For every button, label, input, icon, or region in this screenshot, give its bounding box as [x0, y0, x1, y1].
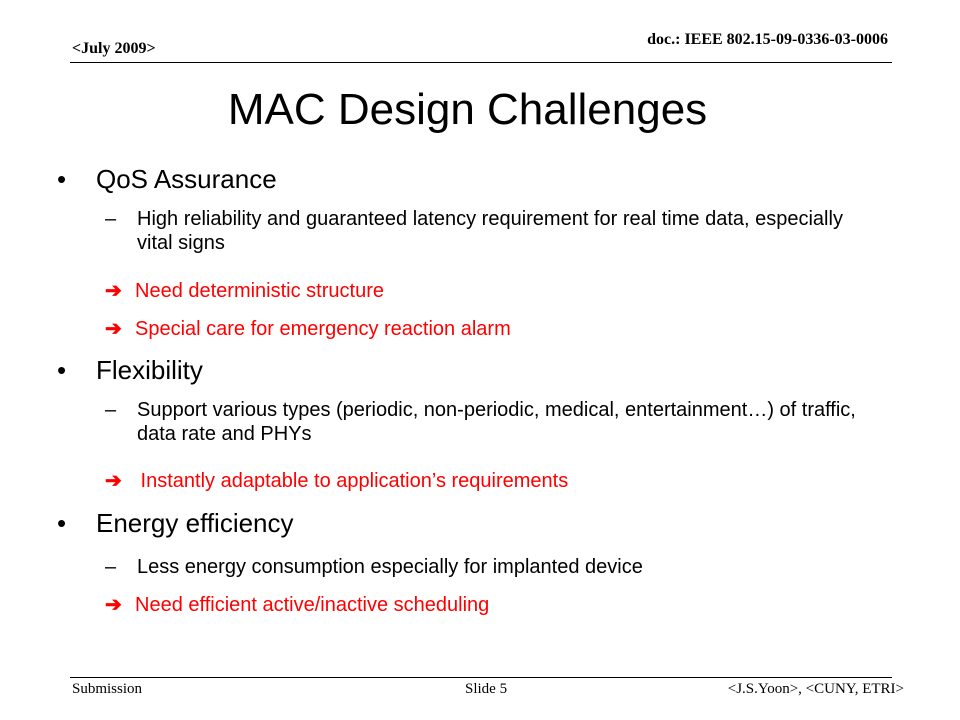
bullet-dot: • [57, 355, 67, 385]
bullet-heading: Energy efficiency [96, 508, 294, 538]
arrow-right-icon: ➔ [105, 470, 122, 492]
sub-bullet-energy-detail [105, 555, 877, 579]
header-doc-id: doc.: IEEE 802.15-09-0336-03-0006 [647, 31, 888, 48]
arrow-point-text: Need deterministic structure [135, 280, 384, 302]
arrow-point-deterministic [105, 279, 384, 303]
arrow-point-text: Need efficient active/inactive scheduling [135, 594, 490, 616]
bullet-heading: Flexibility [96, 355, 203, 385]
bullet-dot: • [57, 164, 67, 194]
sub-bullet-text: High reliability and guaranteed latency requirement for real time data, especially vital signs [137, 208, 843, 254]
footer-submission: Submission [72, 681, 143, 697]
footer-rule [70, 677, 892, 678]
arrow-point-adaptable [105, 469, 568, 493]
arrow-point-scheduling [105, 593, 489, 617]
bullet-qos-assurance [57, 164, 277, 194]
bullet-heading: QoS Assurance [96, 164, 277, 194]
dash-marker: – [105, 399, 117, 421]
dash-marker: – [105, 208, 117, 230]
sub-bullet-flexibility-detail [105, 398, 877, 446]
header-date: <July 2009> [72, 40, 156, 57]
bullet-flexibility [57, 355, 203, 385]
sub-bullet-qos-detail [105, 207, 877, 255]
bullet-dot: • [57, 508, 67, 538]
slide-title: MAC Design Challenges [227, 85, 708, 134]
arrow-point-text: Instantly adaptable to application’s requirements [135, 470, 569, 492]
footer-slide-number: Slide 5 [465, 681, 508, 697]
arrow-right-icon: ➔ [105, 594, 122, 616]
arrow-right-icon: ➔ [105, 318, 122, 340]
sub-bullet-text: Less energy consumption especially for implanted device [137, 556, 643, 578]
arrow-right-icon: ➔ [105, 280, 122, 302]
footer-authors: <J.S.Yoon>, <CUNY, ETRI> [727, 681, 904, 697]
bullet-energy-efficiency [57, 508, 294, 538]
arrow-point-emergency [105, 317, 511, 341]
sub-bullet-text: Support various types (periodic, non-periodic, medical, entertainment…) of traffic, data rate and PHYs [137, 399, 856, 445]
dash-marker: – [105, 556, 117, 578]
arrow-point-text: Special care for emergency reaction alarm [135, 318, 511, 340]
